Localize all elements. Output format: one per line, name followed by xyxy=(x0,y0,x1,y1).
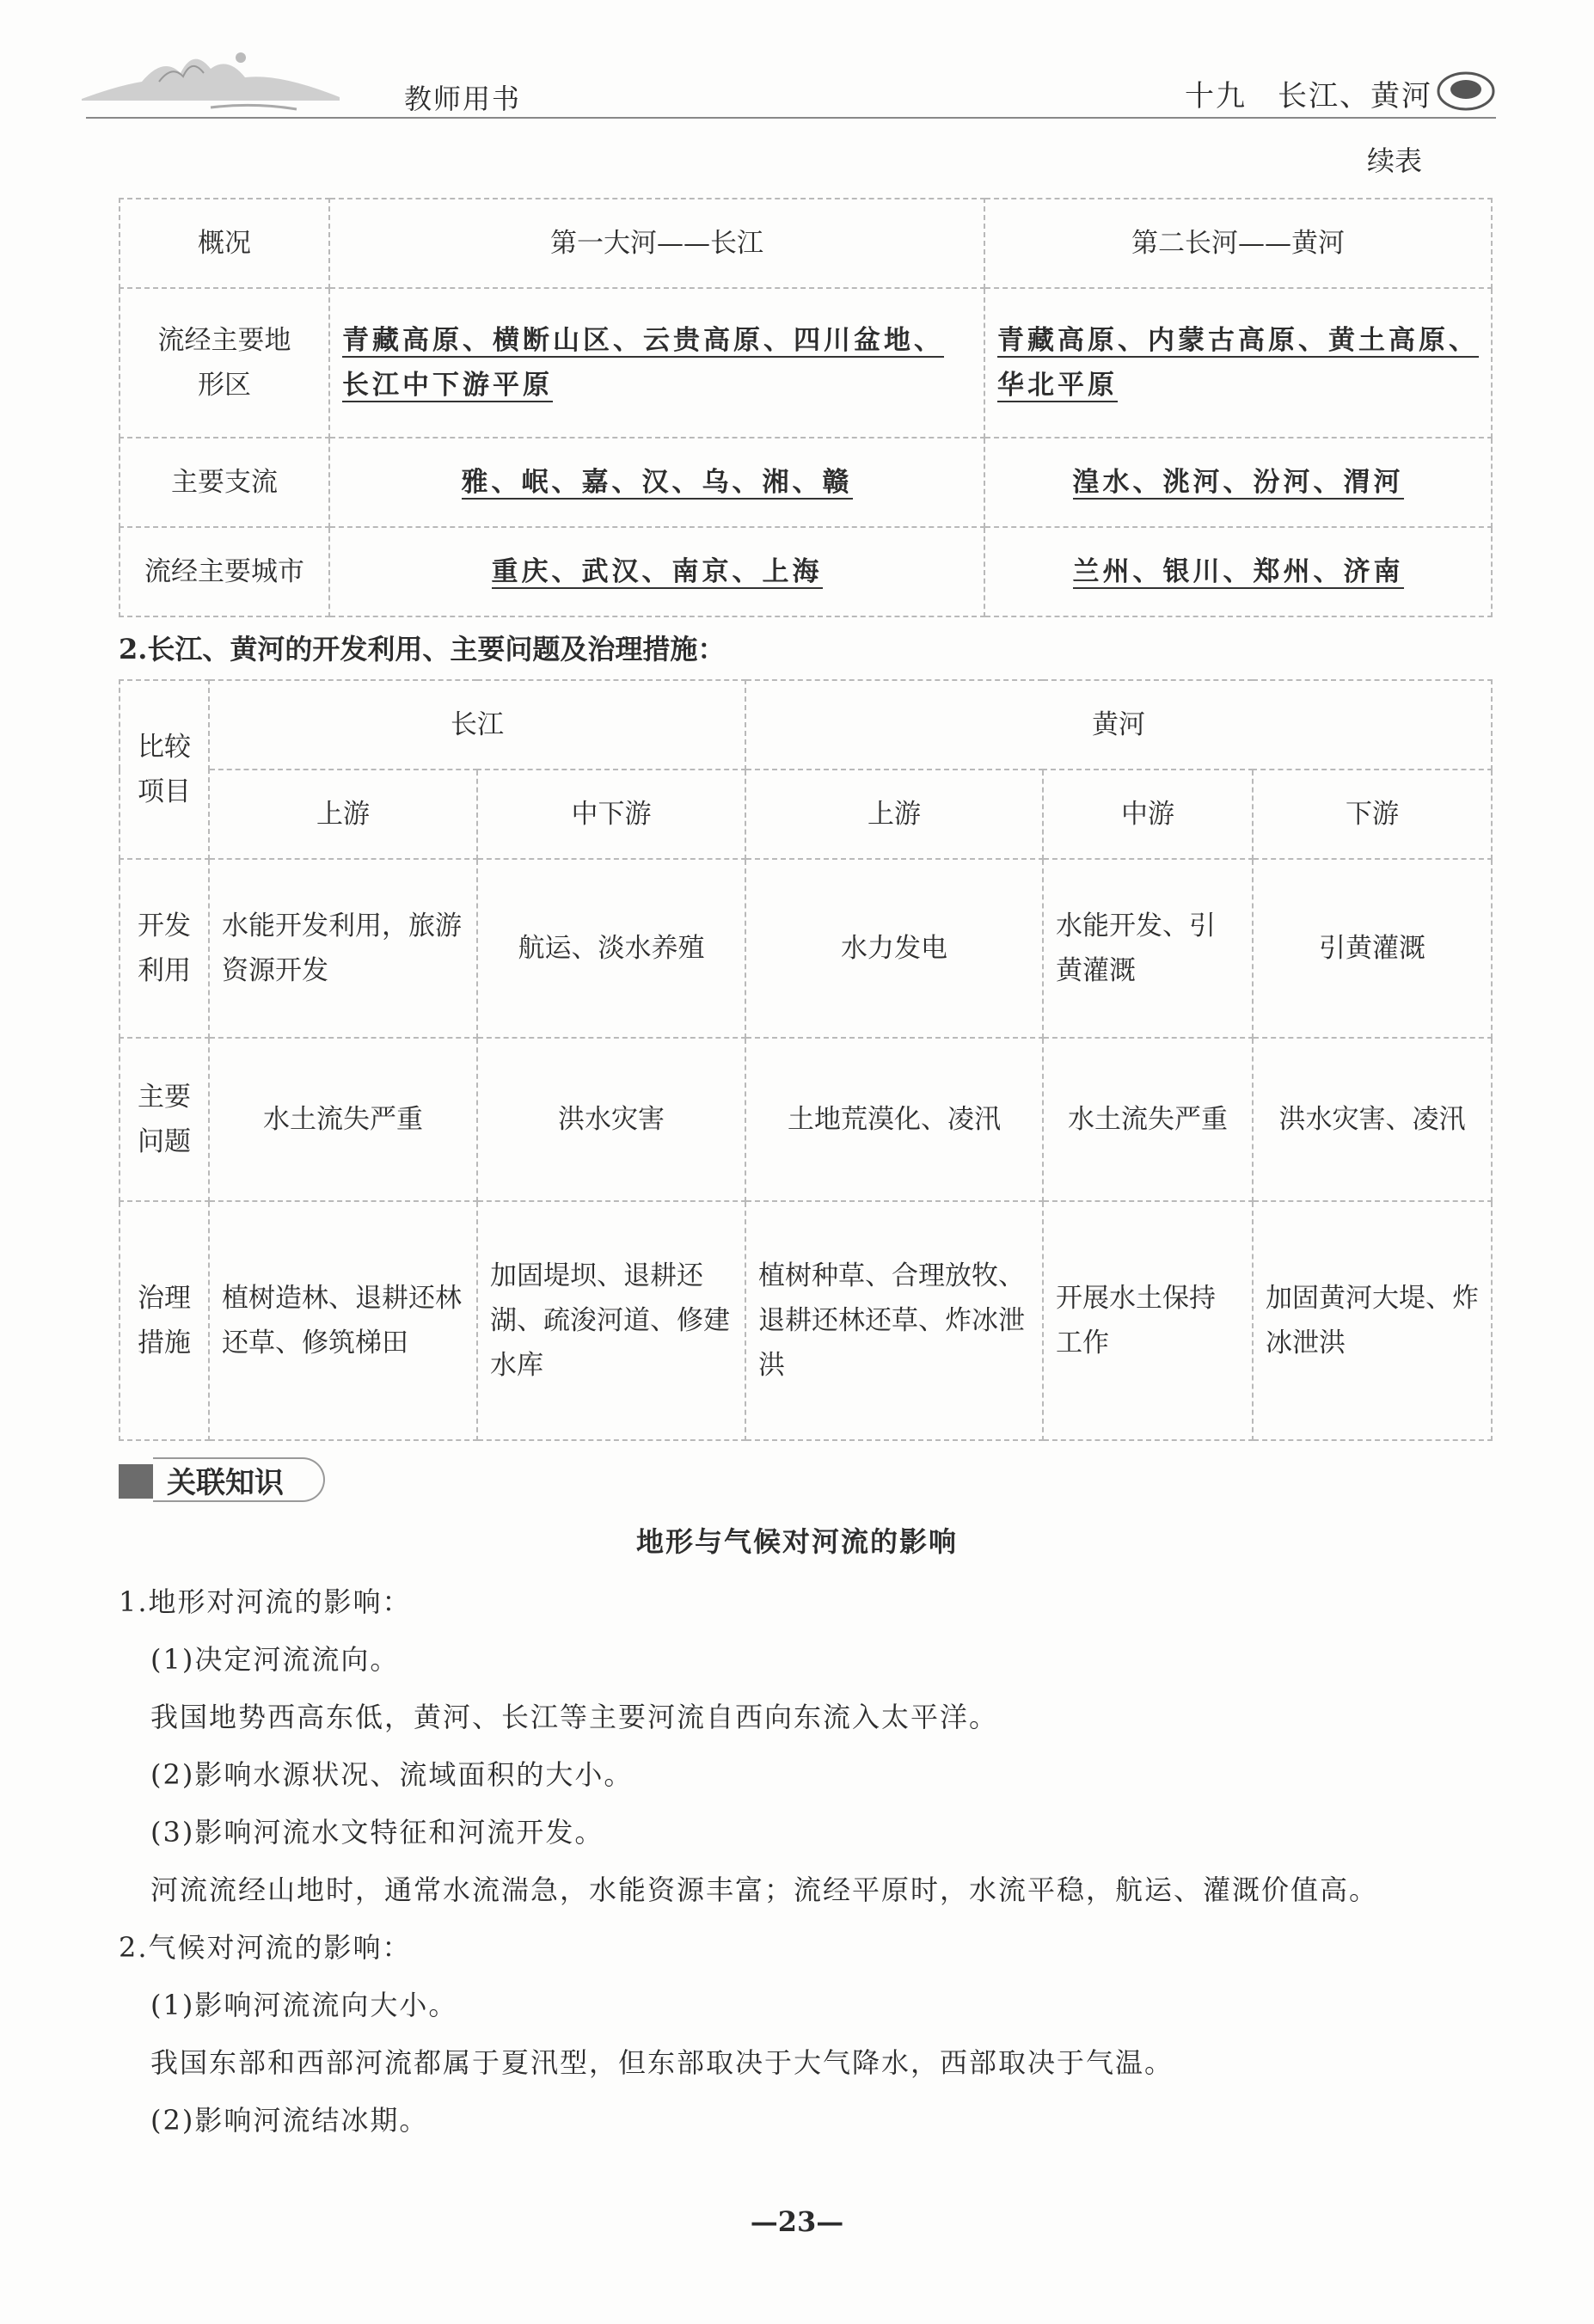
table-cell: 植树种草、合理放牧、退耕还林还草、炸冰泄洪 xyxy=(745,1201,1043,1440)
table-row xyxy=(120,680,1492,770)
row-label: 治理措施 xyxy=(120,1201,209,1440)
related-knowledge-label: 关联知识 xyxy=(167,1466,284,1500)
sub-header: 中游 xyxy=(1043,770,1253,859)
table-row xyxy=(120,1038,1492,1201)
yangtze-landforms: 青藏高原、横断山区、云贵高原、四川盆地、长江中下游平原 xyxy=(329,288,984,438)
table-cell: 洪水灾害、凌汛 xyxy=(1253,1038,1492,1201)
yangtze-tributaries: 雅、岷、嘉、汉、乌、湘、赣 xyxy=(329,438,984,527)
table-cell: 引黄灌溉 xyxy=(1253,859,1492,1038)
header-cell: 第一大河——长江 xyxy=(329,199,984,288)
development-table xyxy=(119,679,1493,1441)
table-cell: 航运、淡水养殖 xyxy=(477,859,745,1038)
chapter-title: 十九 长江、黄河 xyxy=(1185,79,1432,113)
row-label: 主要问题 xyxy=(120,1038,209,1201)
table-row xyxy=(120,770,1492,859)
yellow-cities: 兰州、银川、郑州、济南 xyxy=(984,527,1492,616)
yellow-tributaries: 湟水、洮河、汾河、渭河 xyxy=(984,438,1492,527)
text-line: 我国东部和西部河流都属于夏汛型，但东部取决于大气降水，西部取决于气温。 xyxy=(150,2046,1174,2079)
yellow-header: 黄河 xyxy=(745,680,1492,770)
row-label: 开发利用 xyxy=(120,859,209,1038)
table-cell: 水力发电 xyxy=(745,859,1043,1038)
table-cell: 水土流失严重 xyxy=(209,1038,477,1201)
header-cell: 第二长河——黄河 xyxy=(984,199,1492,288)
text-line: (2)影响水源状况、流域面积的大小。 xyxy=(150,1758,634,1791)
table-row xyxy=(120,527,1492,616)
table-cell: 加固堤坝、退耕还湖、疏浚河道、修建水库 xyxy=(477,1201,745,1440)
text-line: (2)影响河流结冰期。 xyxy=(150,2104,429,2137)
text-line: 2.气候对河流的影响： xyxy=(119,1931,412,1964)
table-cell: 洪水灾害 xyxy=(477,1038,745,1201)
text-line: (3)影响河流水文特征和河流开发。 xyxy=(150,1816,604,1849)
sub-header: 中下游 xyxy=(477,770,745,859)
table-cell: 土地荒漠化、凌汛 xyxy=(745,1038,1043,1201)
section-2-title: 2.长江、黄河的开发利用、主要问题及治理措施： xyxy=(119,633,726,665)
publisher-logo-icon xyxy=(1436,71,1496,112)
table-cell: 植树造林、退耕还林还草、修筑梯田 xyxy=(209,1201,477,1440)
header-cell: 概况 xyxy=(120,199,329,288)
row-label: 主要支流 xyxy=(120,438,329,527)
text-line: 河流流经山地时，通常水流湍急，水能资源丰富；流经平原时，水流平稳，航运、灌溉价值高。 xyxy=(150,1873,1379,1906)
table-row xyxy=(120,288,1492,438)
table-cell: 水能开发利用，旅游资源开发 xyxy=(209,859,477,1038)
corner-cell: 比较项目 xyxy=(120,680,209,859)
continued-label: 续表 xyxy=(1367,144,1423,177)
sub-header: 上游 xyxy=(745,770,1043,859)
text-line: 我国地势西高东低，黄河、长江等主要河流自西向东流入太平洋。 xyxy=(150,1701,999,1733)
yangtze-cities: 重庆、武汉、南京、上海 xyxy=(329,527,984,616)
related-title: 地形与气候对河流的影响 xyxy=(635,1525,958,1558)
related-knowledge-badge xyxy=(119,1457,325,1500)
table-row xyxy=(120,1201,1492,1440)
header-rule xyxy=(86,117,1496,119)
row-label: 流经主要城市 xyxy=(120,527,329,616)
yellow-landforms: 青藏高原、内蒙古高原、黄土高原、华北平原 xyxy=(984,288,1492,438)
landscape-logo-icon xyxy=(82,39,348,125)
yangtze-header: 长江 xyxy=(209,680,745,770)
table-row xyxy=(120,199,1492,288)
row-label: 流经主要地形区 xyxy=(120,288,329,438)
table-cell: 水能开发、引黄灌溉 xyxy=(1043,859,1253,1038)
table-cell: 水土流失严重 xyxy=(1043,1038,1253,1201)
text-line: (1)影响河流流向大小。 xyxy=(150,1989,458,2021)
table-cell: 开展水土保持工作 xyxy=(1043,1201,1253,1440)
rivers-overview-table xyxy=(119,198,1493,617)
sub-header: 上游 xyxy=(209,770,477,859)
table-row xyxy=(120,859,1492,1038)
text-line: (1)决定河流流向。 xyxy=(150,1643,400,1676)
text-line: 1.地形对河流的影响： xyxy=(119,1585,412,1618)
table-row xyxy=(120,438,1492,527)
page-number: —23— xyxy=(750,2205,844,2238)
badge-square-icon xyxy=(119,1464,153,1499)
book-title: 教师用书 xyxy=(404,83,522,115)
table-cell: 加固黄河大堤、炸冰泄洪 xyxy=(1253,1201,1492,1440)
sub-header: 下游 xyxy=(1253,770,1492,859)
